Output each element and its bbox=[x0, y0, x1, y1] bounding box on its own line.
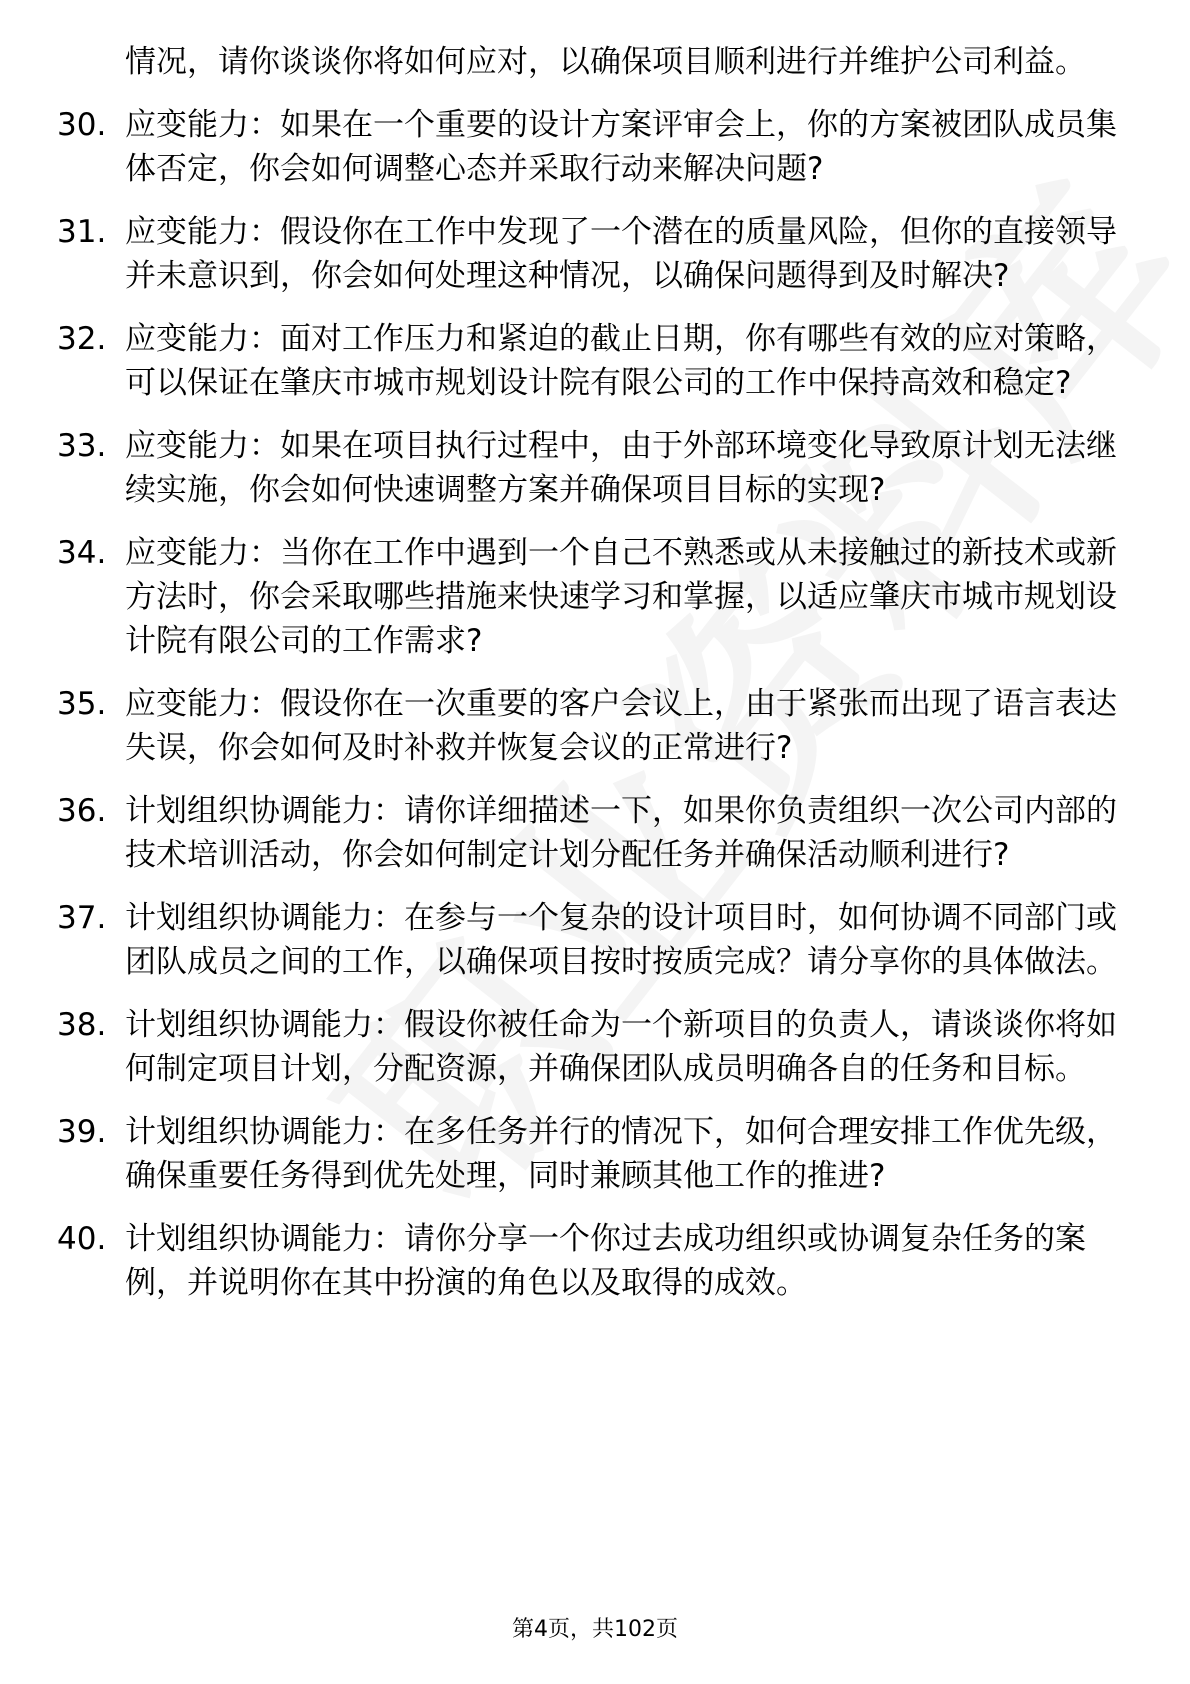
question-text: 应变能力：如果在一个重要的设计方案评审会上，你的方案被团队成员集体否定，你会如何调整心态并采取行动来解决问题? bbox=[125, 107, 1117, 187]
question-text: 计划组织协调能力：在参与一个复杂的设计项目时，如何协调不同部门或团队成员之间的工作，以确保项目按时按质完成？请分享你的具体做法。 bbox=[125, 900, 1117, 980]
question-number: 39. bbox=[57, 1114, 107, 1150]
question-item bbox=[57, 103, 1117, 191]
continued-text: 情况，请你谈谈你将如何应对，以确保项目顺利进行并维护公司利益。 bbox=[125, 44, 1086, 80]
question-number: 37. bbox=[57, 900, 107, 936]
question-number: 40. bbox=[57, 1221, 107, 1257]
question-item bbox=[57, 1110, 1117, 1198]
question-number: 31. bbox=[57, 214, 107, 250]
question-text: 计划组织协调能力：在多任务并行的情况下，如何合理安排工作优先级，确保重要任务得到优先处理，同时兼顾其他工作的推进? bbox=[125, 1114, 1117, 1194]
question-item bbox=[57, 896, 1117, 984]
page-number-footer: 第4页，共102页 bbox=[512, 1617, 678, 1642]
question-number: 32. bbox=[57, 321, 107, 357]
question-text: 应变能力：当你在工作中遇到一个自己不熟悉或从未接触过的新技术或新方法时，你会采取哪些措施来快速学习和掌握，以适应肇庆市城市规划设计院有限公司的工作需求? bbox=[125, 535, 1117, 659]
question-text: 应变能力：如果在项目执行过程中，由于外部环境变化导致原计划无法继续实施，你会如何快速调整方案并确保项目目标的实现? bbox=[125, 428, 1117, 508]
question-text: 计划组织协调能力：假设你被任命为一个新项目的负责人，请谈谈你将如何制定项目计划，分配资源，并确保团队成员明确各自的任务和目标。 bbox=[125, 1007, 1117, 1087]
question-number: 30. bbox=[57, 107, 107, 143]
question-text: 应变能力：面对工作压力和紧迫的截止日期，你有哪些有效的应对策略，可以保证在肇庆市城市规划设计院有限公司的工作中保持高效和稳定? bbox=[125, 321, 1117, 401]
question-item bbox=[57, 789, 1117, 877]
question-text: 应变能力：假设你在一次重要的客户会议上，由于紧张而出现了语言表达失误，你会如何及时补救并恢复会议的正常进行? bbox=[125, 686, 1117, 766]
question-number: 38. bbox=[57, 1007, 107, 1043]
question-text: 应变能力：假设你在工作中发现了一个潜在的质量风险，但你的直接领导并未意识到，你会如何处理这种情况，以确保问题得到及时解决? bbox=[125, 214, 1117, 294]
question-item bbox=[57, 424, 1117, 512]
question-item bbox=[57, 682, 1117, 770]
question-number: 33. bbox=[57, 428, 107, 464]
question-number: 36. bbox=[57, 793, 107, 829]
question-text: 计划组织协调能力：请你详细描述一下，如果你负责组织一次公司内部的技术培训活动，你会如何制定计划分配任务并确保活动顺利进行? bbox=[125, 793, 1117, 873]
question-item bbox=[57, 1217, 1117, 1305]
question-number: 34. bbox=[57, 535, 107, 571]
question-item bbox=[57, 531, 1117, 663]
question-item bbox=[57, 1003, 1117, 1091]
question-item bbox=[57, 210, 1117, 298]
question-list bbox=[57, 40, 1117, 1305]
question-number: 35. bbox=[57, 686, 107, 722]
question-item bbox=[57, 317, 1117, 405]
question-text: 计划组织协调能力：请你分享一个你过去成功组织或协调复杂任务的案例，并说明你在其中扮演的角色以及取得的成效。 bbox=[125, 1221, 1086, 1301]
